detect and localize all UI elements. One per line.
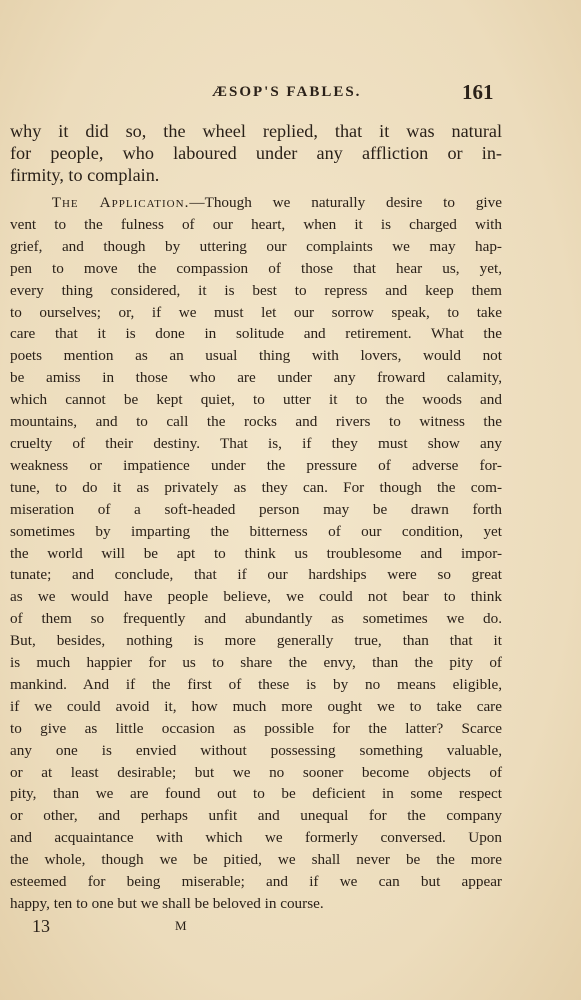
running-head	[0, 80, 581, 108]
application-label: The Application.	[51, 194, 190, 211]
text-line: happy, ten to one but we shall be beloved in course.	[10, 895, 324, 912]
text-line: the whole, though we be pitied, we shall never be the more	[10, 851, 502, 869]
sheet-letter: M	[175, 918, 188, 933]
text-line: miseration of a soft-headed person may be drawn forth	[10, 500, 502, 518]
text-line: mankind. And if the first of these is by no means eligible,	[10, 675, 502, 693]
text-fragment: —Though we naturally desire to give	[189, 194, 502, 211]
text-line: But, besides, nothing is more generally true, than that it	[10, 632, 502, 650]
application-first-line	[10, 192, 502, 214]
text-line: mountains, and to call the rocks and rivers to witness the	[10, 413, 502, 431]
text-line: why it did so, the wheel replied, that it was natural	[10, 121, 502, 141]
text-line: be amiss in those who are under any froward calamity,	[10, 369, 502, 387]
text-line: tune, to do it as privately as they can. For though the com-	[10, 478, 502, 496]
text-line: if we could avoid it, how much more ought we to take care	[10, 697, 502, 715]
text-line: weakness or impatience under the pressure of adverse for-	[10, 456, 502, 474]
text-line: cruelty of their destiny. That is, if they must show any	[10, 434, 502, 452]
text-line: or at least desirable; but we no sooner become objects of	[10, 763, 502, 781]
fable-continuation	[10, 120, 502, 186]
text-line: and acquaintance with which we formerly conversed. Upon	[10, 829, 502, 847]
text-line: the world will be apt to think us troublesome and impor-	[10, 544, 502, 562]
application-paragraph	[10, 192, 502, 915]
text-line: tunate; and conclude, that if our hardships were so great	[10, 566, 502, 584]
running-title: ÆSOP'S FABLES.	[212, 84, 362, 100]
text-line: of them so frequently and abundantly as sometimes we do.	[10, 610, 502, 628]
text-line: is much happier for us to share the envy, than the pity of	[10, 654, 502, 672]
page-footer	[0, 916, 581, 940]
text-line: any one is envied without possessing something valuable,	[10, 741, 502, 759]
page-number: 161	[462, 80, 494, 104]
text-line: esteemed for being miserable; and if we can but appear	[10, 873, 502, 891]
text-line: for people, who laboured under any affliction or in-	[10, 143, 502, 163]
text-line: pen to move the compassion of those that hear us, yet,	[10, 259, 502, 277]
text-line: grief, and though by uttering our complaints we may hap-	[10, 237, 502, 255]
text-line: firmity, to complain.	[10, 165, 160, 185]
text-line: vent to the fulness of our heart, when it is charged with	[10, 215, 502, 233]
text-line: to give as little occasion as possible for the latter? Scarce	[10, 719, 502, 737]
text-line: to ourselves; or, if we must let our sorrow speak, to take	[10, 303, 502, 321]
signature-number: 13	[32, 916, 50, 936]
text-line: care that it is done in solitude and retirement. What the	[10, 325, 502, 343]
text-line: which cannot be kept quiet, to utter it to the woods and	[10, 391, 502, 409]
text-line: sometimes by imparting the bitterness of our condition, yet	[10, 522, 502, 540]
text-line: or other, and perhaps unfit and unequal for the company	[10, 807, 502, 825]
text-line: every thing considered, it is best to repress and keep them	[10, 281, 502, 299]
text-line: pity, than we are found out to be deficient in some respect	[10, 785, 502, 803]
text-line: as we would have people believe, we could not bear to think	[10, 588, 502, 606]
text-line: poets mention as an usual thing with lovers, would not	[10, 347, 502, 365]
